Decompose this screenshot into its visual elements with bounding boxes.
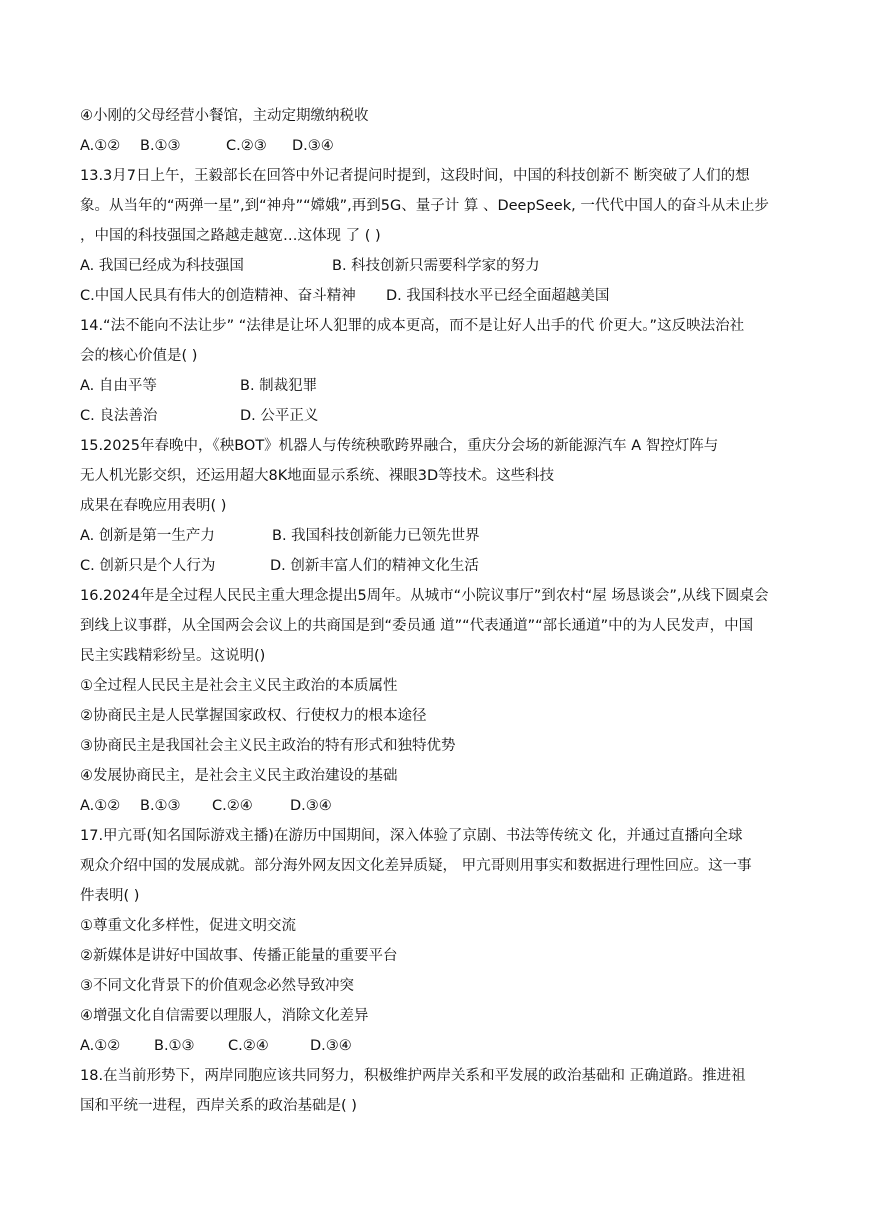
q16-option-d: D.③④ (290, 798, 332, 814)
q16-item-1: ①全过程人民民主是社会主义民主政治的本质属性 (80, 678, 398, 694)
q13-stem-line-1: 13.3月7日上午，王毅部长在回答中外记者提问时提到，这段时间，中国的科技创新不 断突破了人们的想 (80, 168, 750, 184)
q12-option-b: B.①③ (140, 138, 181, 154)
q18-stem-line-1: 18.在当前形势下，两岸同胞应该共同努力，积极维护两岸关系和平发展的政治基础和 正确道路。推进祖 (80, 1068, 746, 1084)
q15-option-c: C. 创新只是个人行为 (80, 558, 216, 574)
q13-stem-line-3: ，中国的科技强国之路越走越宽…这体现 了 ( ) (80, 228, 381, 244)
q15-option-a: A. 创新是第一生产力 (80, 528, 215, 544)
q15-options-row-2 (80, 556, 800, 576)
q13-option-b: B. 科技创新只需要科学家的努力 (332, 258, 540, 274)
q17-item-3: ③不同文化背景下的价值观念必然导致冲突 (80, 978, 354, 994)
q17-stem-line-2: 观众介绍中国的发展成就。部分海外网友因文化差异质疑， 甲亢哥则用事实和数据进行理性回应。这一事 (80, 858, 752, 874)
q16-item-4: ④发展协商民主，是社会主义民主政治建设的基础 (80, 768, 398, 784)
q16-options (80, 796, 800, 816)
q15-option-d: D. 创新丰富人们的精神文化生活 (270, 558, 479, 574)
q16-stem-line-2: 到线上议事群，从全国两会会议上的共商国是到“委员通 道”“代表通道”“部长通道”中的为人民发声，中国 (80, 618, 754, 634)
q16-option-c: C.②④ (212, 798, 253, 814)
q14-option-d: D. 公平正义 (240, 408, 319, 424)
q17-item-4: ④增强文化自信需要以理服人，消除文化差异 (80, 1008, 369, 1024)
q14-option-a: A. 自由平等 (80, 378, 157, 394)
q17-item-2: ②新媒体是讲好中国故事、传播正能量的重要平台 (80, 948, 398, 964)
q13-options-row-1 (80, 256, 800, 276)
q13-stem-line-2: 象。从当年的“两弹一星”,到“神舟”“嫦娥”,再到5G、量子计 算 、DeepSeek, 一代代中国人的奋斗从未止步 (80, 198, 769, 214)
q14-options-row-2 (80, 406, 800, 426)
q17-option-c: C.②④ (228, 1038, 269, 1054)
q12-option-c: C.②③ (226, 138, 267, 154)
q16-option-a: A.①② (80, 798, 121, 814)
q14-stem-line-1: 14.“法不能向不法让步” “法律是让坏人犯罪的成本更高，而不是让好人出手的代 价更大。”这反映法治社 (80, 318, 745, 334)
q15-stem-line-2: 无人机光影交织，还运用超大8K地面显示系统、裸眼3D等技术。这些科技 (80, 468, 555, 484)
q13-option-d: D. 我国科技水平已经全面超越美国 (386, 288, 610, 304)
q14-options-row-1 (80, 376, 800, 396)
q14-option-c: C. 良法善治 (80, 408, 158, 424)
q17-options (80, 1036, 800, 1056)
q13-option-a: A. 我国已经成为科技强国 (80, 258, 244, 274)
q14-stem-line-2: 会的核心价值是( ) (80, 348, 198, 364)
q12-option-a: A.①② (80, 138, 121, 154)
q14-option-b: B. 制裁犯罪 (240, 378, 318, 394)
q16-stem-line-3: 民主实践精彩纷呈。这说明() (80, 648, 266, 664)
q17-option-b: B.①③ (154, 1038, 195, 1054)
q16-stem-line-1: 16.2024年是全过程人民民主重大理念提出5周年。从城市“小院议事厅”到农村“屋 场恳谈会”,从线下圆桌会 (80, 588, 769, 604)
q15-options-row-1 (80, 526, 800, 546)
q17-stem-line-3: 件表明( ) (80, 888, 140, 904)
q17-option-d: D.③④ (310, 1038, 352, 1054)
q12-options (80, 136, 800, 156)
q17-stem-line-1: 17.甲亢哥(知名国际游戏主播)在游历中国期间，深入体验了京剧、书法等传统文 化，并通过直播向全球 (80, 828, 743, 844)
q16-item-3: ③协商民主是我国社会主义民主政治的特有形式和独特优势 (80, 738, 456, 754)
q15-stem-line-1: 15.2025年春晚中，《秧BOT》机器人与传统秧歌跨界融合，重庆分会场的新能源汽车 A 智控灯阵与 (80, 438, 719, 454)
q15-option-b: B. 我国科技创新能力已领先世界 (272, 528, 480, 544)
q17-item-1: ①尊重文化多样性，促进文明交流 (80, 918, 296, 934)
q12-item-4: ④小刚的父母经营小餐馆，主动定期缴纳税收 (80, 108, 369, 124)
q17-option-a: A.①② (80, 1038, 121, 1054)
q13-option-c: C.中国人民具有伟大的创造精神、奋斗精神 (80, 288, 356, 304)
q12-option-d: D.③④ (292, 138, 334, 154)
q13-options-row-2 (80, 286, 800, 306)
q16-item-2: ②协商民主是人民掌握国家政权、行使权力的根本途径 (80, 708, 427, 724)
q15-stem-line-3: 成果在春晚应用表明( ) (80, 498, 227, 514)
q18-stem-line-2: 国和平统一进程，西岸关系的政治基础是( ) (80, 1098, 357, 1114)
q16-option-b: B.①③ (140, 798, 181, 814)
